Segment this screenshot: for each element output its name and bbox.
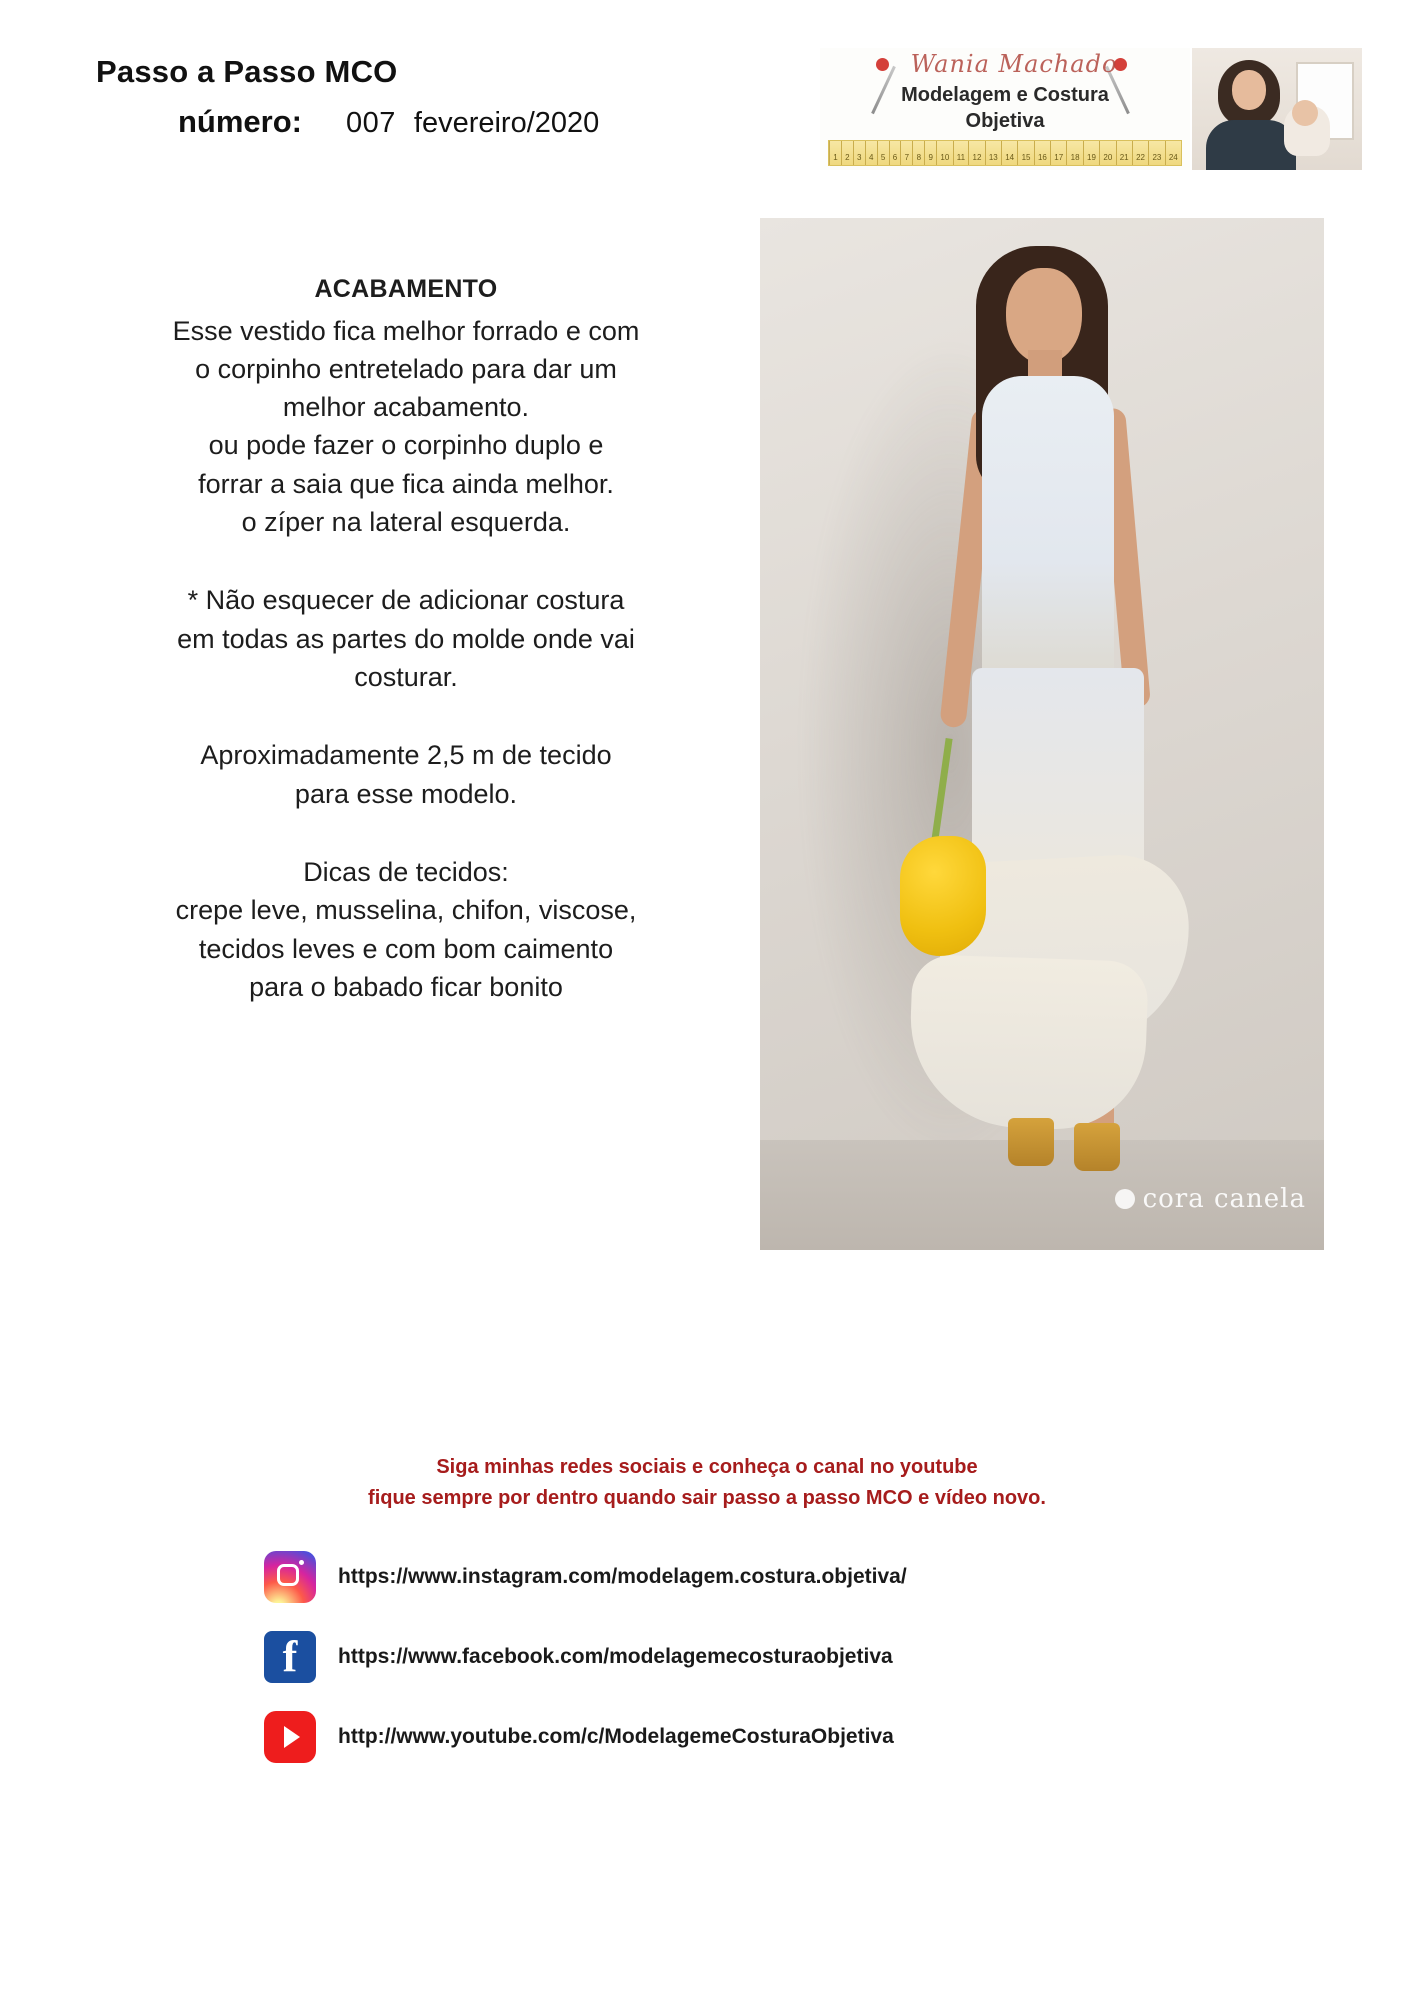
tape-tick: 8 bbox=[912, 141, 924, 165]
spacer-3 bbox=[96, 813, 716, 853]
instructions-column bbox=[96, 272, 716, 1006]
youtube-link[interactable]: http://www.youtube.com/c/ModelagemeCosturaObjetiva bbox=[338, 1725, 894, 1748]
seam-note-line-1: * Não esquecer de adicionar costura bbox=[187, 585, 625, 616]
title-block bbox=[96, 54, 636, 140]
issue-number-value: 007 bbox=[346, 107, 396, 139]
watermark-text: cora canela bbox=[1142, 1184, 1306, 1214]
tape-tick: 21 bbox=[1116, 141, 1132, 165]
tape-tick: 9 bbox=[924, 141, 936, 165]
tape-tick: 19 bbox=[1083, 141, 1099, 165]
finishing-line-5: forrar a saia que fica ainda melhor. bbox=[198, 468, 614, 499]
tape-tick: 10 bbox=[936, 141, 952, 165]
measuring-tape-icon bbox=[828, 140, 1182, 166]
seam-note-line-3: costurar. bbox=[354, 662, 458, 693]
issue-line bbox=[96, 104, 636, 140]
tape-tick: 11 bbox=[953, 141, 969, 165]
social-links-list bbox=[264, 1546, 1164, 1786]
document-header bbox=[0, 48, 1414, 178]
tape-tick: 12 bbox=[968, 141, 984, 165]
social-row-youtube[interactable] bbox=[264, 1706, 1164, 1768]
facebook-f-glyph: f bbox=[282, 1632, 298, 1681]
facebook-icon[interactable] bbox=[264, 1631, 316, 1683]
tape-tick: 3 bbox=[853, 141, 865, 165]
fabric-tips-line-2: tecidos leves e com bom caimento bbox=[198, 933, 614, 964]
issue-number-label: número: bbox=[178, 104, 302, 139]
tape-tick: 17 bbox=[1050, 141, 1066, 165]
instagram-icon[interactable] bbox=[264, 1551, 316, 1603]
tape-tick: 20 bbox=[1099, 141, 1115, 165]
finishing-line-1: Esse vestido fica melhor forrado e com bbox=[172, 315, 640, 346]
brand-line-3: Objetiva bbox=[965, 110, 1045, 132]
finishing-line-6: o zíper na lateral esquerda. bbox=[241, 507, 571, 538]
spacer-1 bbox=[96, 541, 716, 581]
fabric-amount-line-1: Aproximadamente 2,5 m de tecido bbox=[200, 740, 612, 771]
tape-tick: 14 bbox=[1001, 141, 1017, 165]
instagram-link[interactable]: https://www.instagram.com/modelagem.costura.objetiva/ bbox=[338, 1565, 907, 1588]
tape-tick: 22 bbox=[1132, 141, 1148, 165]
tape-tick: 5 bbox=[877, 141, 889, 165]
finishing-line-3: melhor acabamento. bbox=[282, 392, 530, 423]
facebook-link[interactable]: https://www.facebook.com/modelagemecosturaobjetiva bbox=[338, 1645, 893, 1668]
tape-tick: 24 bbox=[1165, 141, 1181, 165]
tape-tick: 4 bbox=[865, 141, 877, 165]
page-title: Passo a Passo MCO bbox=[96, 54, 398, 89]
fabric-amount-line-2: para esse modelo. bbox=[294, 778, 518, 809]
model-shoe-left bbox=[1008, 1118, 1054, 1166]
tape-tick: 16 bbox=[1034, 141, 1050, 165]
avatar-face bbox=[1232, 70, 1266, 110]
tape-tick: 1 bbox=[829, 141, 841, 165]
social-headline bbox=[0, 1452, 1414, 1514]
seam-note-line-2: em todas as partes do molde onde vai bbox=[177, 623, 635, 654]
yellow-flowers bbox=[900, 836, 986, 956]
fabric-tips-line-3: para o babado ficar bonito bbox=[249, 972, 563, 1003]
social-headline-line-1: Siga minhas redes sociais e conheça o canal no youtube bbox=[436, 1456, 978, 1478]
dress-bodice bbox=[982, 376, 1114, 686]
issue-date-value: fevereiro/2020 bbox=[413, 107, 600, 139]
author-photo bbox=[1192, 48, 1362, 170]
section-heading: ACABAMENTO bbox=[314, 275, 498, 303]
fabric-tips-line-1: crepe leve, musselina, chifon, viscose, bbox=[175, 895, 637, 926]
avatar-child-head bbox=[1292, 100, 1318, 126]
tape-tick: 2 bbox=[841, 141, 853, 165]
tape-tick: 23 bbox=[1148, 141, 1164, 165]
finishing-line-4: ou pode fazer o corpinho duplo e bbox=[208, 430, 604, 461]
social-headline-line-2: fique sempre por dentro quando sair passo a passo MCO e vídeo novo. bbox=[368, 1487, 1046, 1509]
tape-tick: 18 bbox=[1066, 141, 1082, 165]
model-photo bbox=[760, 218, 1324, 1250]
tape-tick: 15 bbox=[1017, 141, 1033, 165]
avatar-body bbox=[1206, 120, 1296, 170]
tape-tick: 6 bbox=[889, 141, 901, 165]
watermark-flower-icon bbox=[1115, 1189, 1135, 1209]
social-row-instagram[interactable] bbox=[264, 1546, 1164, 1608]
spacer-2 bbox=[96, 696, 716, 736]
brand-script-name: Wania Machado bbox=[910, 50, 1118, 78]
brand-line-2: Modelagem e Costura bbox=[901, 84, 1109, 106]
youtube-icon[interactable] bbox=[264, 1711, 316, 1763]
brand-logo bbox=[820, 48, 1190, 170]
tape-tick: 7 bbox=[900, 141, 912, 165]
photo-watermark bbox=[1115, 1184, 1306, 1214]
finishing-line-2: o corpinho entretelado para dar um bbox=[195, 353, 617, 384]
social-row-facebook[interactable] bbox=[264, 1626, 1164, 1688]
tape-tick: 13 bbox=[985, 141, 1001, 165]
model-shoe-right bbox=[1074, 1123, 1120, 1171]
fabric-tips-title: Dicas de tecidos: bbox=[303, 857, 509, 888]
